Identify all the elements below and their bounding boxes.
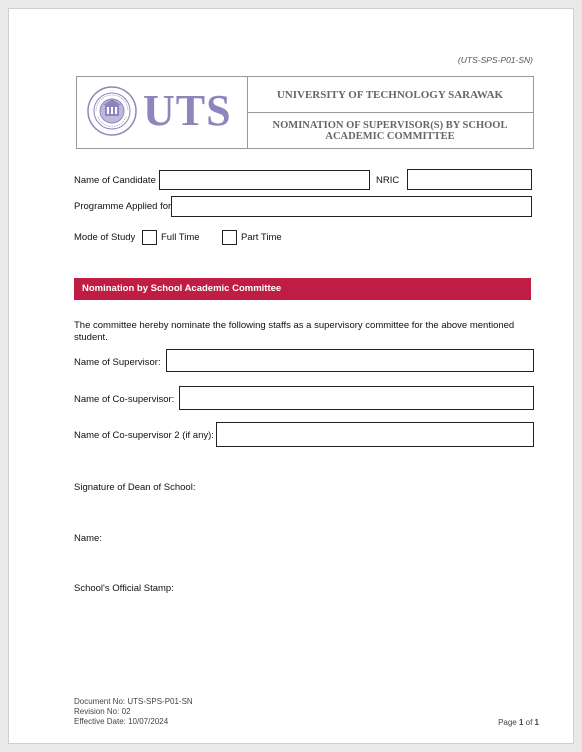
- committee-intro-text: The committee hereby nominate the following staffs as a supervisory committee for the above mentioned student.: [74, 320, 515, 343]
- document-code: (UTS-SPS-P01-SN): [457, 55, 533, 65]
- dean-name-label: Name:: [74, 533, 102, 544]
- page-total: 1: [534, 718, 539, 727]
- supervisor-field[interactable]: [166, 349, 534, 372]
- form-page: [8, 8, 574, 744]
- programme-field[interactable]: [171, 196, 532, 217]
- programme-label: Programme Applied for: [74, 201, 172, 212]
- supervisor-label: Name of Supervisor:: [74, 357, 161, 368]
- dean-signature-label: Signature of Dean of School:: [74, 482, 196, 493]
- co-supervisor-2-field[interactable]: [216, 422, 534, 447]
- nric-label: NRIC: [376, 175, 400, 186]
- section-header: Nomination by School Academic Committee: [74, 278, 531, 300]
- form-title: NOMINATION OF SUPERVISOR(S) BY SCHOOL ACADEMIC COMMITTEE: [272, 119, 508, 142]
- footer-revision-no: Revision No: 02: [74, 707, 131, 716]
- uts-logo-text: UTS: [143, 86, 232, 135]
- university-name: UNIVERSITY OF TECHNOLOGY SARAWAK: [247, 77, 533, 113]
- full-time-checkbox[interactable]: [142, 230, 157, 245]
- university-seal-icon: [86, 83, 138, 141]
- page-current: 1: [518, 718, 524, 727]
- part-time-checkbox[interactable]: [222, 230, 237, 245]
- logo-cell: [77, 77, 248, 148]
- candidate-name-field[interactable]: [159, 170, 370, 190]
- candidate-name-label: Name of Candidate: [74, 175, 156, 186]
- page-prefix: Page: [498, 718, 519, 727]
- page-of: of: [523, 718, 535, 727]
- co-supervisor-2-label: Name of Co-supervisor 2 (if any):: [74, 430, 214, 441]
- nric-field[interactable]: [407, 169, 532, 190]
- co-supervisor-field[interactable]: [179, 386, 534, 410]
- footer-info: [74, 697, 193, 727]
- footer-effective-date: Effective Date: 10/07/2024: [74, 717, 169, 726]
- mode-of-study-label: Mode of Study: [74, 232, 136, 243]
- full-time-label: Full Time: [161, 232, 200, 243]
- co-supervisor-label: Name of Co-supervisor:: [74, 394, 175, 405]
- official-stamp-label: School's Official Stamp:: [74, 583, 174, 594]
- form-header: [76, 76, 534, 149]
- footer-document-no: Document No: UTS-SPS-P01-SN: [74, 697, 193, 706]
- page-number: [439, 718, 539, 728]
- part-time-label: Part Time: [241, 232, 282, 243]
